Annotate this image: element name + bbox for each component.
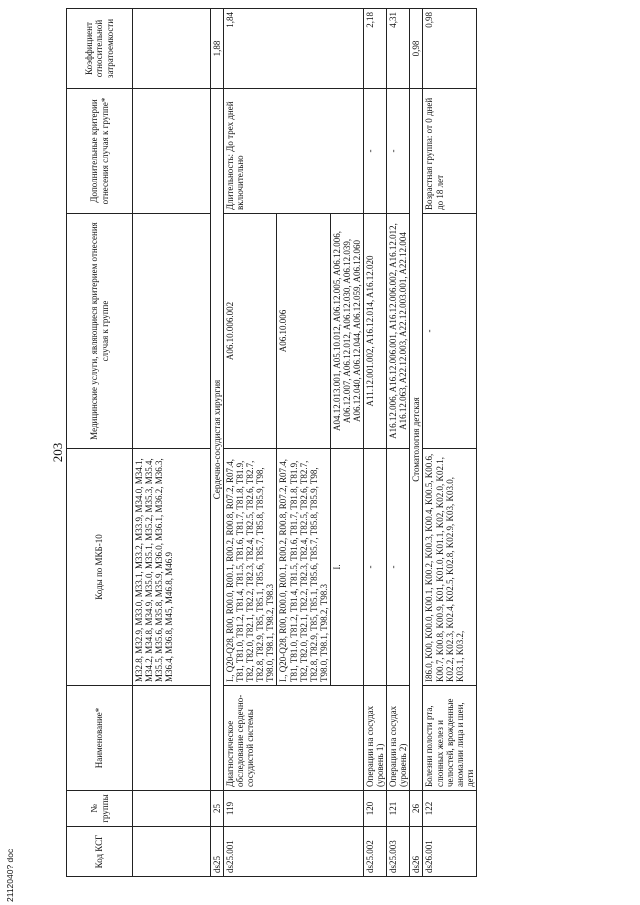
- name-cell: Болезни полости рта, слюнных желез и челюстей, врожденные аномалии лица и шеи, дети: [423, 686, 476, 791]
- code-cell: ds25.003: [387, 827, 410, 877]
- header-row: [67, 9, 133, 877]
- code-cell: ds26: [410, 827, 423, 877]
- col-header-name: Наименование*: [67, 686, 133, 791]
- num-cell: 119: [224, 791, 364, 827]
- coef-cell: 1,84: [224, 9, 364, 89]
- num-cell: 121: [387, 791, 410, 827]
- coef-cell: 0,98: [423, 9, 476, 89]
- service-cell: A11.12.001.002, A16.12.014, A16.12.020: [364, 214, 387, 449]
- ksg-table: [66, 8, 477, 877]
- icd-cell: I., Q20-Q28, R00, R00.0, R00.1, R00.2, R00.8, R07.2, R07.4, T81, T81.0, T81.2, T81.4, T81.5, T81.6, T81.7, T81.8, T81.9, T82, T82.0, T82.1, T82.2, T82.3, T82.4, T82.5, T82.6, T82.7, T82.8, T82.9, T85, T85.1, T85.6, T85.7, T85.8, T85.9, T98, T98.0, T98.1, T98.2, T98.3: [224, 449, 277, 686]
- service-cell: A04.12.013.001, A05.10.012, A06.12.005, A06.12.006, A06.12.007, A06.12.012, A06.12.030, A06.12.039, A06.12.040, A06.12.044, A06.12.059, A06.12.060: [330, 214, 363, 449]
- table-row: [387, 9, 410, 877]
- col-header-icd: Коды по МКБ-10: [67, 449, 133, 686]
- extra-cell: -: [364, 89, 387, 214]
- coef-cell: 4,31: [387, 9, 410, 89]
- section-title: Сердечно-сосудистая хирургия: [211, 89, 224, 791]
- icd-cell: I86.0, K00, K00.0, K00.1, K00.2, K00.3, K00.4, K00.5, K00.6, K00.7, K00.8, K00.9, K01, K01.0, K01.1, K02, K02.0, K02.1, K02.2, K02.3, K02.4, K02.5, K02.8, K02.9, K03, K03.0, K03.1, K03.2,: [423, 449, 476, 686]
- coef-cell: 0,98: [410, 9, 423, 89]
- col-header-coef: Коэффициент относительной затратоемкости: [67, 9, 133, 89]
- section-title: Стоматология детская: [410, 89, 423, 791]
- extra-cell: Длительность: До трех дней включительно: [224, 89, 364, 214]
- section-row: [410, 9, 423, 877]
- icd-cell: I.: [330, 449, 363, 686]
- num-cell: 120: [364, 791, 387, 827]
- code-cell: ds26.001: [423, 827, 476, 877]
- icd-cell: -: [387, 449, 410, 686]
- col-header-code: Код КСГ: [67, 827, 133, 877]
- service-cell: A06.10.006: [277, 214, 330, 449]
- extra-cell: -: [387, 89, 410, 214]
- name-cell: Операции на сосудах (уровень 1): [364, 686, 387, 791]
- code-cell: ds25: [211, 827, 224, 877]
- col-header-services: Медицинские услуги, являющиеся критерием отнесения случая к группе: [67, 214, 133, 449]
- table-row: [224, 9, 277, 877]
- num-cell: 25: [211, 791, 224, 827]
- icd-cell: -: [364, 449, 387, 686]
- col-header-num: № группы: [67, 791, 133, 827]
- coef-cell: 2,18: [364, 9, 387, 89]
- service-cell: A16.12.006, A16.12.006.001, A16.12.006.002, A16.12.012, A16.12.063, A22.12.003, A22.12.003.001, A22.12.004: [387, 214, 410, 449]
- table-row: [364, 9, 387, 877]
- table-row: [423, 9, 476, 877]
- code-cell: ds25.002: [364, 827, 387, 877]
- table-row: [133, 9, 211, 877]
- name-cell: Операции на сосудах (уровень 2): [387, 686, 410, 791]
- num-cell: 26: [410, 791, 423, 827]
- footer-filename: 2112040? doc: [5, 848, 15, 902]
- service-cell: -: [423, 214, 476, 449]
- page-number: 203: [50, 442, 65, 463]
- num-cell: 122: [423, 791, 476, 827]
- section-row: [211, 9, 224, 877]
- extra-cell: Возрастная группа: от 0 дней до 18 лет: [423, 89, 476, 214]
- code-cell: ds25.001: [224, 827, 364, 877]
- service-cell: A06.10.006.002: [224, 214, 277, 449]
- col-header-extra: Дополнительные критерии отнесения случая к группе*: [67, 89, 133, 214]
- coef-cell: 1,88: [211, 9, 224, 89]
- icd-cell: M32.8, M32.9, M33.0, M33.1, M33.2, M33.9, M34.0, M34.1, M34.2, M34.8, M34.9, M35.0, M35.1, M35.2, M35.3, M35.4, M35.5, M35.6, M35.8, M35.9, M36.0, M36.1, M36.2, M36.3, M36.4, M36.8, M45, M46.8, M46.9: [133, 449, 211, 686]
- icd-cell: I., Q20-Q28, R00, R00.0, R00.1, R00.2, R00.8, R07.2, R07.4, T81, T81.0, T81.2, T81.4, T81.5, T81.6, T81.7, T81.8, T81.9, T82, T82.0, T82.1, T82.2, T82.3, T82.4, T82.5, T82.6, T82.7, T82.8, T82.9, T85, T85.1, T85.6, T85.7, T85.8, T85.9, T98, T98.0, T98.1, T98.2, T98.3: [277, 449, 330, 686]
- name-cell: Диагностическое обследование сердечно-сосудистой системы: [224, 686, 364, 791]
